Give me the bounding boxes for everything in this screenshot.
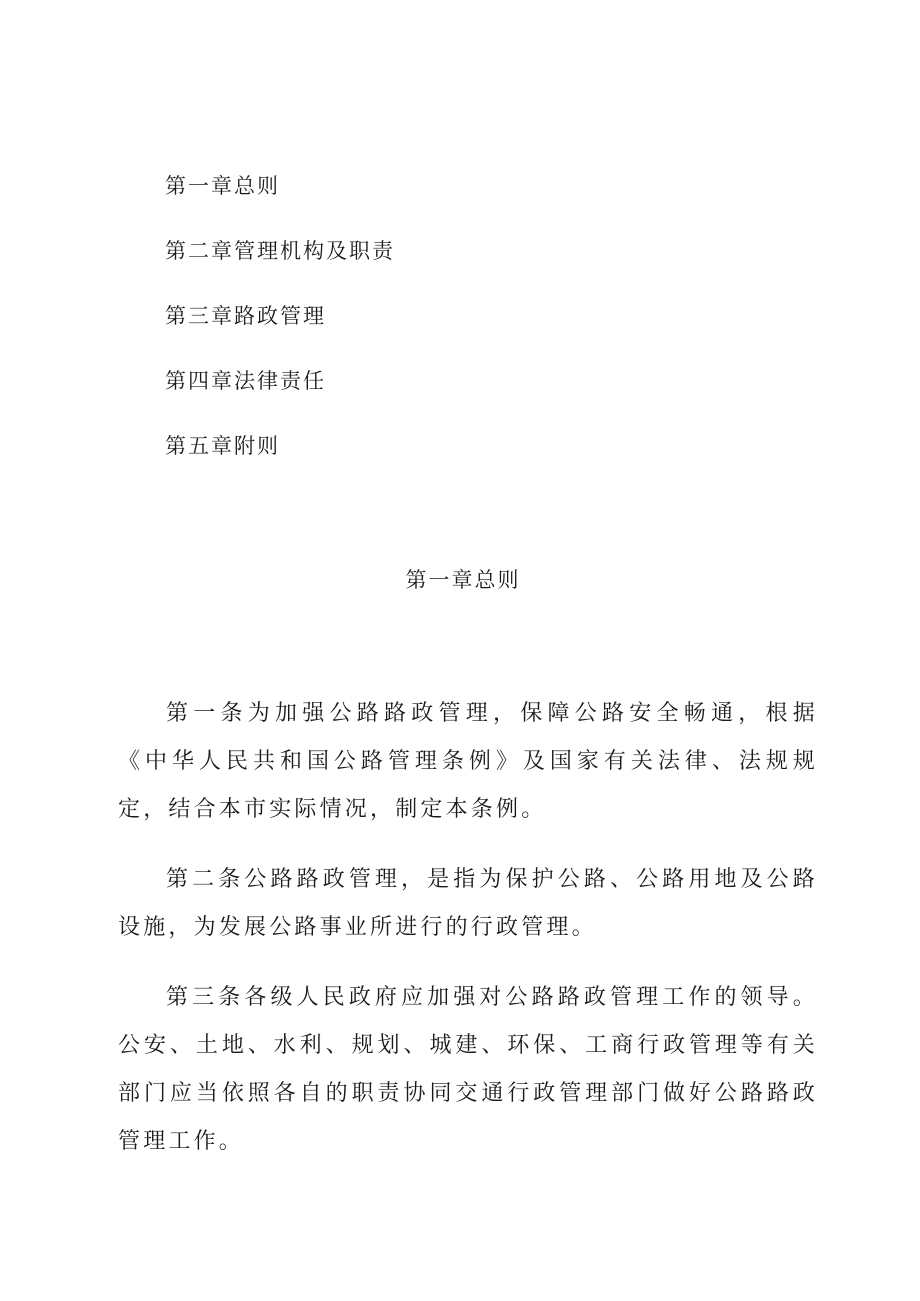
article-2: 第二条公路路政管理，是指为保护公路、公路用地及公路设施，为发展公路事业所进行的行政管理。 [118, 867, 818, 940]
toc-item-chapter-3: 第三章路政管理 [165, 304, 326, 328]
chapter-body [118, 690, 818, 1188]
article-1: 第一条为加强公路路政管理，保障公路安全畅通，根据《中华人民共和国公路管理条例》及国家有关法律、法规规定，结合本市实际情况，制定本条例。 [118, 701, 818, 822]
toc-item-chapter-2: 第二章管理机构及职责 [165, 239, 395, 263]
chapter-heading: 第一章总则 [405, 568, 521, 592]
toc-item-chapter-4: 第四章法律责任 [165, 369, 326, 393]
toc-item-chapter-1: 第一章总则 [165, 174, 280, 198]
table-of-contents [165, 168, 395, 493]
article-3: 第三条各级人民政府应加强对公路路政管理工作的领导。公安、土地、水利、规划、城建、环保、工商行政管理等有关部门应当依照各自的职责协同交通行政管理部门做好公路路政管理工作。 [118, 985, 818, 1154]
toc-item-chapter-5: 第五章附则 [165, 434, 280, 458]
